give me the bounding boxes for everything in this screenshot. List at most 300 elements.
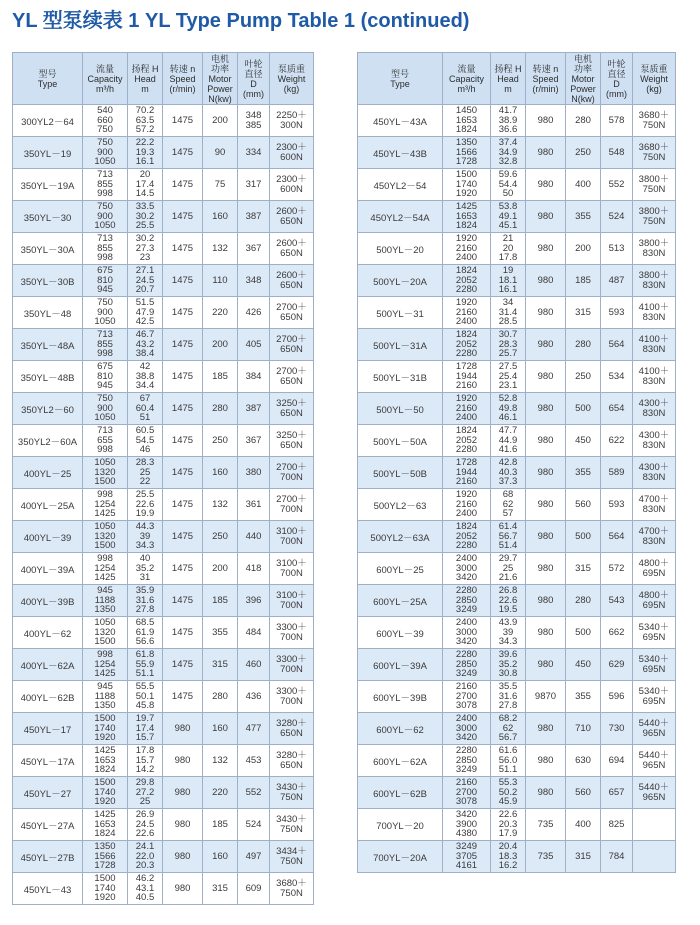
table-row xyxy=(358,265,676,297)
head-value: 56.7 xyxy=(498,530,518,542)
capacity-cell xyxy=(83,105,128,137)
capacity-cell xyxy=(443,393,491,425)
diameter-value: 552 xyxy=(245,786,262,798)
head-cell xyxy=(128,425,163,457)
head-value: 55.5 xyxy=(135,681,155,693)
head-value: 25.5 xyxy=(135,220,155,232)
head-value: 22.6 xyxy=(135,498,155,510)
weight-value: 3300＋ xyxy=(276,653,307,665)
capacity-value: 2160 xyxy=(455,380,478,392)
head-cell xyxy=(128,521,163,553)
capacity-value: 713 xyxy=(97,329,113,341)
diameter-cell xyxy=(238,457,270,489)
weight-value: 2600＋ xyxy=(276,269,307,281)
power-cell: 280 xyxy=(566,105,601,137)
head-cell xyxy=(491,233,526,265)
speed-cell: 980 xyxy=(526,745,566,777)
speed-cell: 1475 xyxy=(163,425,203,457)
head-cell xyxy=(128,553,163,585)
weight-value: 4800＋ xyxy=(638,589,670,601)
capacity-value: 1425 xyxy=(94,572,116,584)
model-cell: 500YL－20A xyxy=(358,265,443,297)
table-row xyxy=(13,809,314,841)
head-value: 39.6 xyxy=(498,649,518,661)
head-value: 61.8 xyxy=(135,649,155,661)
head-value: 42.8 xyxy=(498,457,518,469)
capacity-value: 3249 xyxy=(455,604,478,616)
model-cell: 500YL－50B xyxy=(358,457,443,489)
diameter-value: 317 xyxy=(245,178,262,190)
speed-cell: 980 xyxy=(526,713,566,745)
head-value: 20 xyxy=(502,242,514,254)
diameter-value: 593 xyxy=(608,306,625,318)
weight-value: 4300＋ xyxy=(638,461,670,473)
table-row xyxy=(13,617,314,649)
diameter-cell xyxy=(238,777,270,809)
speed-cell: 1475 xyxy=(163,201,203,233)
capacity-value: 1254 xyxy=(94,658,116,670)
capacity-value: 900 xyxy=(97,306,113,318)
power-cell: 200 xyxy=(203,553,238,585)
weight-value: 830N xyxy=(642,343,666,355)
diameter-value: 387 xyxy=(245,210,262,222)
speed-cell: 980 xyxy=(526,297,566,329)
diameter-cell xyxy=(238,681,270,713)
diameter-cell xyxy=(601,489,633,521)
speed-cell: 1475 xyxy=(163,105,203,137)
head-value: 31.6 xyxy=(135,594,155,606)
diameter-value: 596 xyxy=(608,690,625,702)
head-value: 52.8 xyxy=(498,393,518,405)
head-value: 22.6 xyxy=(498,809,518,821)
diameter-cell xyxy=(601,393,633,425)
capacity-value: 1050 xyxy=(94,220,116,232)
header-power xyxy=(203,53,238,105)
weight-value: 830N xyxy=(642,279,666,291)
head-value: 22.6 xyxy=(135,828,155,840)
capacity-value: 1920 xyxy=(455,393,478,405)
diameter-value: 396 xyxy=(245,594,262,606)
head-value: 45.9 xyxy=(498,796,518,808)
weight-value: 3430＋ xyxy=(276,781,307,793)
diameter-cell xyxy=(601,137,633,169)
capacity-cell xyxy=(83,489,128,521)
weight-cell xyxy=(270,745,314,777)
head-value: 56.6 xyxy=(135,636,155,648)
capacity-value: 1653 xyxy=(455,210,478,222)
head-cell xyxy=(128,713,163,745)
capacity-value: 713 xyxy=(97,425,113,437)
diameter-cell xyxy=(601,425,633,457)
head-value: 35.9 xyxy=(135,585,155,597)
weight-value: 830N xyxy=(642,407,666,419)
table-row xyxy=(358,457,676,489)
header-line: m xyxy=(141,83,149,94)
header-line: Power xyxy=(570,83,596,94)
model-cell: 500YL－50 xyxy=(358,393,443,425)
capacity-value: 945 xyxy=(97,681,113,693)
head-value: 55.3 xyxy=(498,777,518,789)
weight-value: 650N xyxy=(280,727,303,739)
head-value: 20.3 xyxy=(135,860,155,872)
head-cell xyxy=(491,681,526,713)
capacity-cell xyxy=(83,393,128,425)
diameter-cell xyxy=(238,329,270,361)
weight-value: 3250＋ xyxy=(276,397,307,409)
model-cell: 350YL－48A xyxy=(13,329,83,361)
diameter-cell xyxy=(238,137,270,169)
head-value: 22.2 xyxy=(135,137,155,149)
capacity-value: 1944 xyxy=(455,370,478,382)
capacity-value: 1740 xyxy=(94,722,116,734)
head-cell xyxy=(491,201,526,233)
table-row xyxy=(13,329,314,361)
power-cell: 160 xyxy=(203,457,238,489)
weight-cell xyxy=(270,425,314,457)
weight-value: 5440＋ xyxy=(638,717,670,729)
diameter-cell xyxy=(238,841,270,873)
header-line: N(kw) xyxy=(208,93,232,104)
head-value: 19.7 xyxy=(135,713,155,725)
head-value: 35.2 xyxy=(135,562,155,574)
capacity-cell xyxy=(83,265,128,297)
head-value: 55.9 xyxy=(135,658,155,670)
capacity-value: 2280 xyxy=(455,444,478,456)
speed-cell: 980 xyxy=(526,329,566,361)
model-cell: 450YL－17 xyxy=(13,713,83,745)
header-line: 型号 xyxy=(38,68,57,79)
diameter-value: 385 xyxy=(245,119,262,131)
model-cell: 450YL－27B xyxy=(13,841,83,873)
head-value: 70.2 xyxy=(135,105,155,117)
table-row xyxy=(13,233,314,265)
power-cell: 75 xyxy=(203,169,238,201)
capacity-value: 3000 xyxy=(455,562,478,574)
weight-cell xyxy=(633,361,676,393)
table-row xyxy=(13,681,314,713)
power-cell: 185 xyxy=(203,585,238,617)
capacity-value: 2400 xyxy=(455,316,478,328)
diameter-value: 589 xyxy=(608,466,625,478)
header-line: 电机 xyxy=(573,53,592,64)
power-cell: 450 xyxy=(566,649,601,681)
diameter-cell xyxy=(601,681,633,713)
weight-cell xyxy=(633,649,676,681)
head-value: 30.7 xyxy=(498,329,518,341)
weight-value: 3280＋ xyxy=(276,749,307,761)
head-value: 32.8 xyxy=(498,156,518,168)
head-value: 39 xyxy=(139,530,151,542)
diameter-cell xyxy=(238,169,270,201)
diameter-value: 552 xyxy=(608,178,625,190)
weight-value: 965N xyxy=(642,791,666,803)
head-value: 42.5 xyxy=(135,316,155,328)
weight-value: 750N xyxy=(280,855,303,867)
capacity-value: 1425 xyxy=(94,745,116,757)
weight-value: 5340＋ xyxy=(638,685,670,697)
head-value: 19 xyxy=(502,265,514,277)
capacity-value: 1920 xyxy=(455,297,478,309)
diameter-cell xyxy=(238,393,270,425)
diameter-value: 543 xyxy=(608,594,625,606)
model-cell: 450YL－27 xyxy=(13,777,83,809)
head-value: 27.1 xyxy=(135,265,155,277)
head-value: 28.5 xyxy=(498,316,518,328)
weight-cell xyxy=(633,585,676,617)
capacity-value: 1254 xyxy=(94,562,116,574)
weight-value: 2300＋ xyxy=(276,141,307,153)
diameter-cell xyxy=(238,713,270,745)
diameter-cell xyxy=(238,489,270,521)
diameter-cell xyxy=(601,329,633,361)
head-value: 26.9 xyxy=(135,809,155,821)
weight-value: 2700＋ xyxy=(276,461,307,473)
model-cell: 350YL－48B xyxy=(13,361,83,393)
capacity-value: 655 xyxy=(97,434,113,446)
header-row xyxy=(358,53,676,105)
table-row xyxy=(13,873,314,905)
capacity-value: 2052 xyxy=(455,338,478,350)
weight-value: 650N xyxy=(280,343,303,355)
table-row xyxy=(13,105,314,137)
capacity-value: 1653 xyxy=(455,114,478,126)
diameter-value: 784 xyxy=(608,850,625,862)
weight-cell xyxy=(633,745,676,777)
capacity-cell xyxy=(443,457,491,489)
capacity-value: 750 xyxy=(97,137,113,149)
capacity-value: 1728 xyxy=(455,361,478,373)
header-line: Type xyxy=(37,78,58,89)
capacity-value: 1500 xyxy=(94,777,116,789)
head-value: 24.5 xyxy=(135,274,155,286)
diameter-cell xyxy=(601,553,633,585)
speed-cell: 1475 xyxy=(163,169,203,201)
model-cell: 500YL－50A xyxy=(358,425,443,457)
capacity-cell xyxy=(83,425,128,457)
diameter-cell xyxy=(238,553,270,585)
weight-cell xyxy=(633,137,676,169)
table-row xyxy=(13,841,314,873)
table-row xyxy=(358,425,676,457)
model-cell: 400YL－62B xyxy=(13,681,83,713)
capacity-value: 2160 xyxy=(455,242,478,254)
table-row xyxy=(13,265,314,297)
weight-cell xyxy=(633,297,676,329)
weight-value: 830N xyxy=(642,503,666,515)
head-value: 20.4 xyxy=(498,841,518,853)
speed-cell: 980 xyxy=(526,649,566,681)
weight-value: 700N xyxy=(280,535,303,547)
capacity-value: 2160 xyxy=(455,476,478,488)
head-cell xyxy=(128,489,163,521)
weight-value: 3300＋ xyxy=(276,621,307,633)
header-line: 功率 xyxy=(210,63,229,74)
table-row xyxy=(13,585,314,617)
capacity-value: 1824 xyxy=(455,265,478,277)
head-value: 21 xyxy=(502,233,514,245)
head-value: 43.9 xyxy=(498,617,518,629)
model-cell: 400YL－39 xyxy=(13,521,83,553)
model-cell: 450YL－17A xyxy=(13,745,83,777)
header-weight xyxy=(270,53,314,105)
head-cell xyxy=(128,393,163,425)
weight-cell xyxy=(633,841,676,873)
weight-value: 5340＋ xyxy=(638,653,670,665)
diameter-cell xyxy=(238,425,270,457)
power-cell: 280 xyxy=(566,585,601,617)
diameter-cell xyxy=(601,201,633,233)
table-row xyxy=(13,713,314,745)
weight-cell xyxy=(270,137,314,169)
weight-cell xyxy=(270,649,314,681)
head-cell xyxy=(128,873,163,905)
head-value: 25 xyxy=(502,562,514,574)
capacity-value: 1050 xyxy=(94,412,116,424)
weight-value: 830N xyxy=(642,247,666,259)
speed-cell: 980 xyxy=(526,553,566,585)
power-cell: 132 xyxy=(203,489,238,521)
head-value: 34.3 xyxy=(498,636,518,648)
head-cell xyxy=(128,809,163,841)
diameter-cell xyxy=(601,585,633,617)
power-cell: 500 xyxy=(566,617,601,649)
table-row xyxy=(13,489,314,521)
diameter-value: 453 xyxy=(245,754,262,766)
capacity-value: 1920 xyxy=(94,796,116,808)
weight-cell xyxy=(633,521,676,553)
diameter-value: 436 xyxy=(245,690,262,702)
speed-cell: 980 xyxy=(526,201,566,233)
head-value: 18.3 xyxy=(498,850,518,862)
capacity-value: 1425 xyxy=(94,809,116,821)
weight-value: 695N xyxy=(642,631,666,643)
head-cell xyxy=(128,649,163,681)
head-value: 56.7 xyxy=(498,732,518,744)
capacity-value: 2160 xyxy=(455,681,478,693)
capacity-value: 1320 xyxy=(94,530,116,542)
head-value: 68 xyxy=(502,489,514,501)
capacity-value: 2850 xyxy=(455,594,478,606)
head-cell xyxy=(128,201,163,233)
power-cell: 315 xyxy=(566,841,601,873)
weight-value: 2300＋ xyxy=(276,173,307,185)
power-cell: 132 xyxy=(203,233,238,265)
head-value: 56.0 xyxy=(498,754,518,766)
head-value: 45.1 xyxy=(498,220,518,232)
weight-value: 700N xyxy=(280,567,303,579)
diameter-value: 564 xyxy=(608,338,625,350)
diameter-value: 654 xyxy=(608,402,625,414)
header-speed xyxy=(163,53,203,105)
head-value: 51 xyxy=(139,412,151,424)
table-row xyxy=(13,297,314,329)
diameter-cell xyxy=(238,361,270,393)
table-row xyxy=(358,137,676,169)
head-value: 25 xyxy=(139,796,151,808)
header-line: (r/min) xyxy=(169,83,196,94)
diameter-cell xyxy=(601,521,633,553)
capacity-value: 1920 xyxy=(455,188,478,200)
speed-cell: 980 xyxy=(163,713,203,745)
capacity-value: 1350 xyxy=(94,841,116,853)
model-cell: 500YL2－63 xyxy=(358,489,443,521)
capacity-cell xyxy=(443,745,491,777)
capacity-value: 1350 xyxy=(455,137,478,149)
capacity-value: 998 xyxy=(97,188,113,200)
capacity-value: 1824 xyxy=(455,425,478,437)
capacity-value: 855 xyxy=(97,338,113,350)
head-value: 34.3 xyxy=(135,540,155,552)
capacity-value: 750 xyxy=(97,297,113,309)
header-line: 流量 xyxy=(457,63,476,74)
power-cell: 355 xyxy=(566,681,601,713)
speed-cell: 1475 xyxy=(163,233,203,265)
capacity-value: 3420 xyxy=(455,636,478,648)
speed-cell: 980 xyxy=(526,393,566,425)
weight-cell xyxy=(633,329,676,361)
head-value: 14.5 xyxy=(135,188,155,200)
head-value: 19.5 xyxy=(498,604,518,616)
head-value: 53.8 xyxy=(498,201,518,213)
table-row xyxy=(358,745,676,777)
header-line: Weight xyxy=(277,73,306,84)
diameter-cell xyxy=(601,233,633,265)
diameter-value: 572 xyxy=(608,562,625,574)
head-value: 16.2 xyxy=(498,860,518,872)
speed-cell: 1475 xyxy=(163,681,203,713)
power-cell: 355 xyxy=(566,201,601,233)
weight-value: 700N xyxy=(280,599,303,611)
capacity-value: 2160 xyxy=(455,306,478,318)
head-cell xyxy=(491,777,526,809)
capacity-value: 3900 xyxy=(455,818,478,830)
weight-value: 750N xyxy=(642,151,666,163)
power-cell: 90 xyxy=(203,137,238,169)
capacity-value: 1425 xyxy=(94,668,116,680)
weight-cell xyxy=(270,553,314,585)
header-line: (mm) xyxy=(243,88,264,99)
capacity-cell xyxy=(83,553,128,585)
capacity-value: 2052 xyxy=(455,274,478,286)
head-cell xyxy=(128,841,163,873)
capacity-value: 2160 xyxy=(455,402,478,414)
capacity-cell xyxy=(443,553,491,585)
header-capacity xyxy=(443,53,491,105)
weight-cell xyxy=(633,233,676,265)
diameter-value: 534 xyxy=(608,370,625,382)
speed-cell: 980 xyxy=(163,745,203,777)
head-value: 29.7 xyxy=(498,553,518,565)
head-value: 40.5 xyxy=(135,892,155,904)
header-diameter xyxy=(601,53,633,105)
head-value: 29.8 xyxy=(135,777,155,789)
head-value: 42 xyxy=(139,361,151,373)
capacity-value: 1920 xyxy=(455,233,478,245)
capacity-cell xyxy=(83,361,128,393)
table-row xyxy=(13,425,314,457)
table-row xyxy=(358,169,676,201)
table-row xyxy=(358,809,676,841)
head-value: 17.4 xyxy=(135,178,155,190)
capacity-value: 3078 xyxy=(455,700,478,712)
speed-cell: 1475 xyxy=(163,553,203,585)
table-row xyxy=(358,361,676,393)
capacity-value: 2400 xyxy=(455,252,478,264)
diameter-cell xyxy=(238,201,270,233)
header-type xyxy=(13,53,83,105)
head-value: 17.8 xyxy=(135,745,155,757)
head-cell xyxy=(128,169,163,201)
